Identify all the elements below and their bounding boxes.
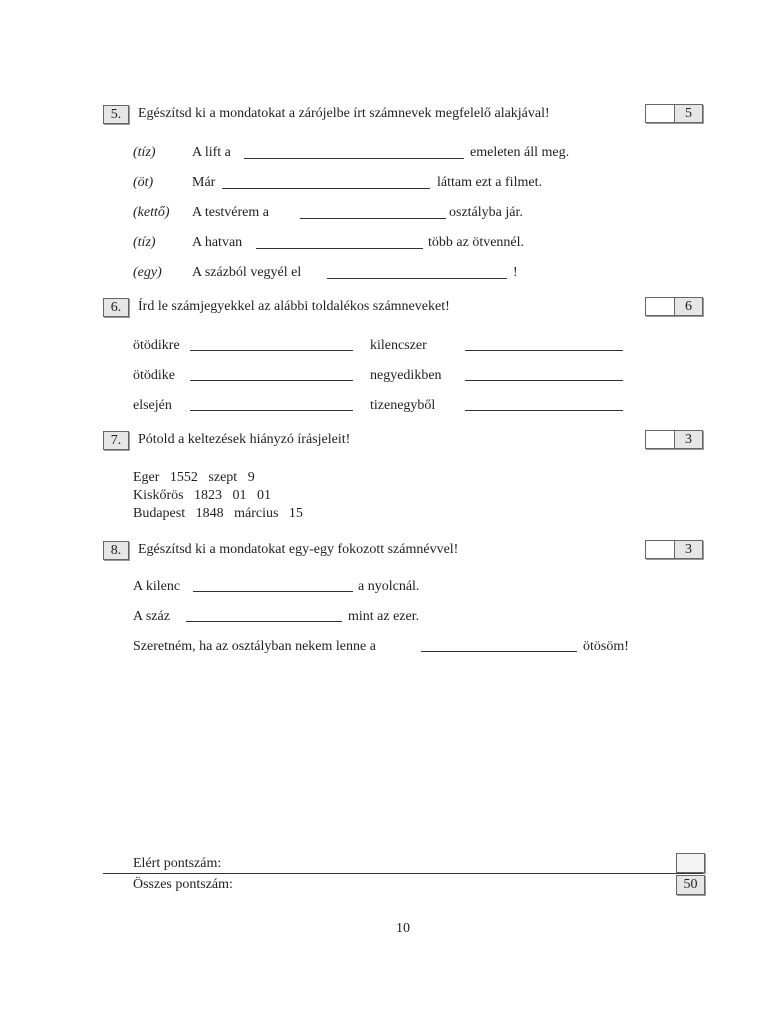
task-5-hint: (egy) <box>133 265 162 280</box>
task-7-date-line: Kiskőrös 1823 01 01 <box>133 488 272 503</box>
task-6-blank[interactable] <box>465 350 623 351</box>
achieved-score-box[interactable] <box>676 853 705 873</box>
task-5-sentence-before: A százból vegyél el <box>192 265 302 280</box>
total-score-box: 50 <box>676 875 705 895</box>
task-5-hint: (tíz) <box>133 235 156 250</box>
task-5-hint: (kettő) <box>133 205 170 220</box>
task-5-sentence-before: A lift a <box>192 145 231 160</box>
task-6-number: 6. <box>103 298 129 317</box>
task-5-sentence-before: A hatvan <box>192 235 243 250</box>
task-5-instruction: Egészítsd ki a mondatokat a zárójelbe írt számnevek megfelelő alakjával! <box>138 106 550 121</box>
task-8-sentence-before: A kilenc <box>133 579 181 594</box>
task-8-blank[interactable] <box>421 651 577 652</box>
task-5-blank[interactable] <box>327 278 507 279</box>
task-5-sentence-after: emeleten áll meg. <box>470 145 570 160</box>
task-7-date-line: Budapest 1848 március 15 <box>133 506 303 521</box>
task-6-word: ötödikre <box>133 338 180 353</box>
task-8-sentence-after: mint az ezer. <box>348 609 420 624</box>
task-6-word: kilencszer <box>370 338 427 353</box>
task-8-sentence-before: A száz <box>133 609 170 624</box>
task-5-sentence-after: ! <box>513 265 518 280</box>
task-5-blank[interactable] <box>222 188 430 189</box>
total-score-label: Összes pontszám: <box>133 877 233 892</box>
page-number: 10 <box>396 921 410 936</box>
task-5-hint: (öt) <box>133 175 154 190</box>
task-5-sentence-before: A testvérem a <box>192 205 269 220</box>
task-7-date-line: Eger 1552 szept 9 <box>133 470 255 485</box>
task-5-sentence-after: osztályba jár. <box>449 205 523 220</box>
task-8-instruction: Egészítsd ki a mondatokat egy-egy fokozott számnévvel! <box>138 542 459 557</box>
task-5-blank[interactable] <box>300 218 446 219</box>
task-7-instruction: Pótold a keltezések hiányzó írásjeleit! <box>138 432 351 447</box>
task-8-blank[interactable] <box>193 591 353 592</box>
task-7-points: 3 <box>674 431 702 448</box>
task-8-blank[interactable] <box>186 621 342 622</box>
task-7-score-box[interactable] <box>645 430 703 449</box>
achieved-score-label: Elért pontszám: <box>133 856 222 871</box>
task-6-word: tizenegyből <box>370 398 436 413</box>
task-6-word: elsején <box>133 398 172 413</box>
task-5-blank[interactable] <box>244 158 464 159</box>
task-8-points: 3 <box>674 541 702 558</box>
task-5-sentence-before: Már <box>192 175 216 190</box>
task-5-points: 5 <box>674 105 702 122</box>
task-5-hint: (tíz) <box>133 145 156 160</box>
task-8-number: 8. <box>103 541 129 560</box>
footer-divider <box>103 873 703 874</box>
task-6-word: negyedikben <box>370 368 442 383</box>
task-8-sentence-after: a nyolcnál. <box>358 579 420 594</box>
task-6-blank[interactable] <box>190 350 353 351</box>
task-8-sentence-after: ötösöm! <box>583 639 629 654</box>
task-8-score-box[interactable] <box>645 540 703 559</box>
task-5-blank[interactable] <box>256 248 423 249</box>
task-5-score-box[interactable] <box>645 104 703 123</box>
task-5-number: 5. <box>103 105 129 124</box>
task-6-blank[interactable] <box>190 380 353 381</box>
task-6-points: 6 <box>674 298 702 315</box>
task-6-word: ötödike <box>133 368 175 383</box>
task-6-score-box[interactable] <box>645 297 703 316</box>
task-8-sentence-before: Szeretném, ha az osztályban nekem lenne a <box>133 639 376 654</box>
task-6-blank[interactable] <box>465 410 623 411</box>
task-6-blank[interactable] <box>190 410 353 411</box>
task-5-sentence-after: láttam ezt a filmet. <box>437 175 542 190</box>
task-6-instruction: Írd le számjegyekkel az alábbi toldalékos számneveket! <box>138 299 450 314</box>
task-7-number: 7. <box>103 431 129 450</box>
task-5-sentence-after: több az ötvennél. <box>428 235 525 250</box>
task-6-blank[interactable] <box>465 380 623 381</box>
